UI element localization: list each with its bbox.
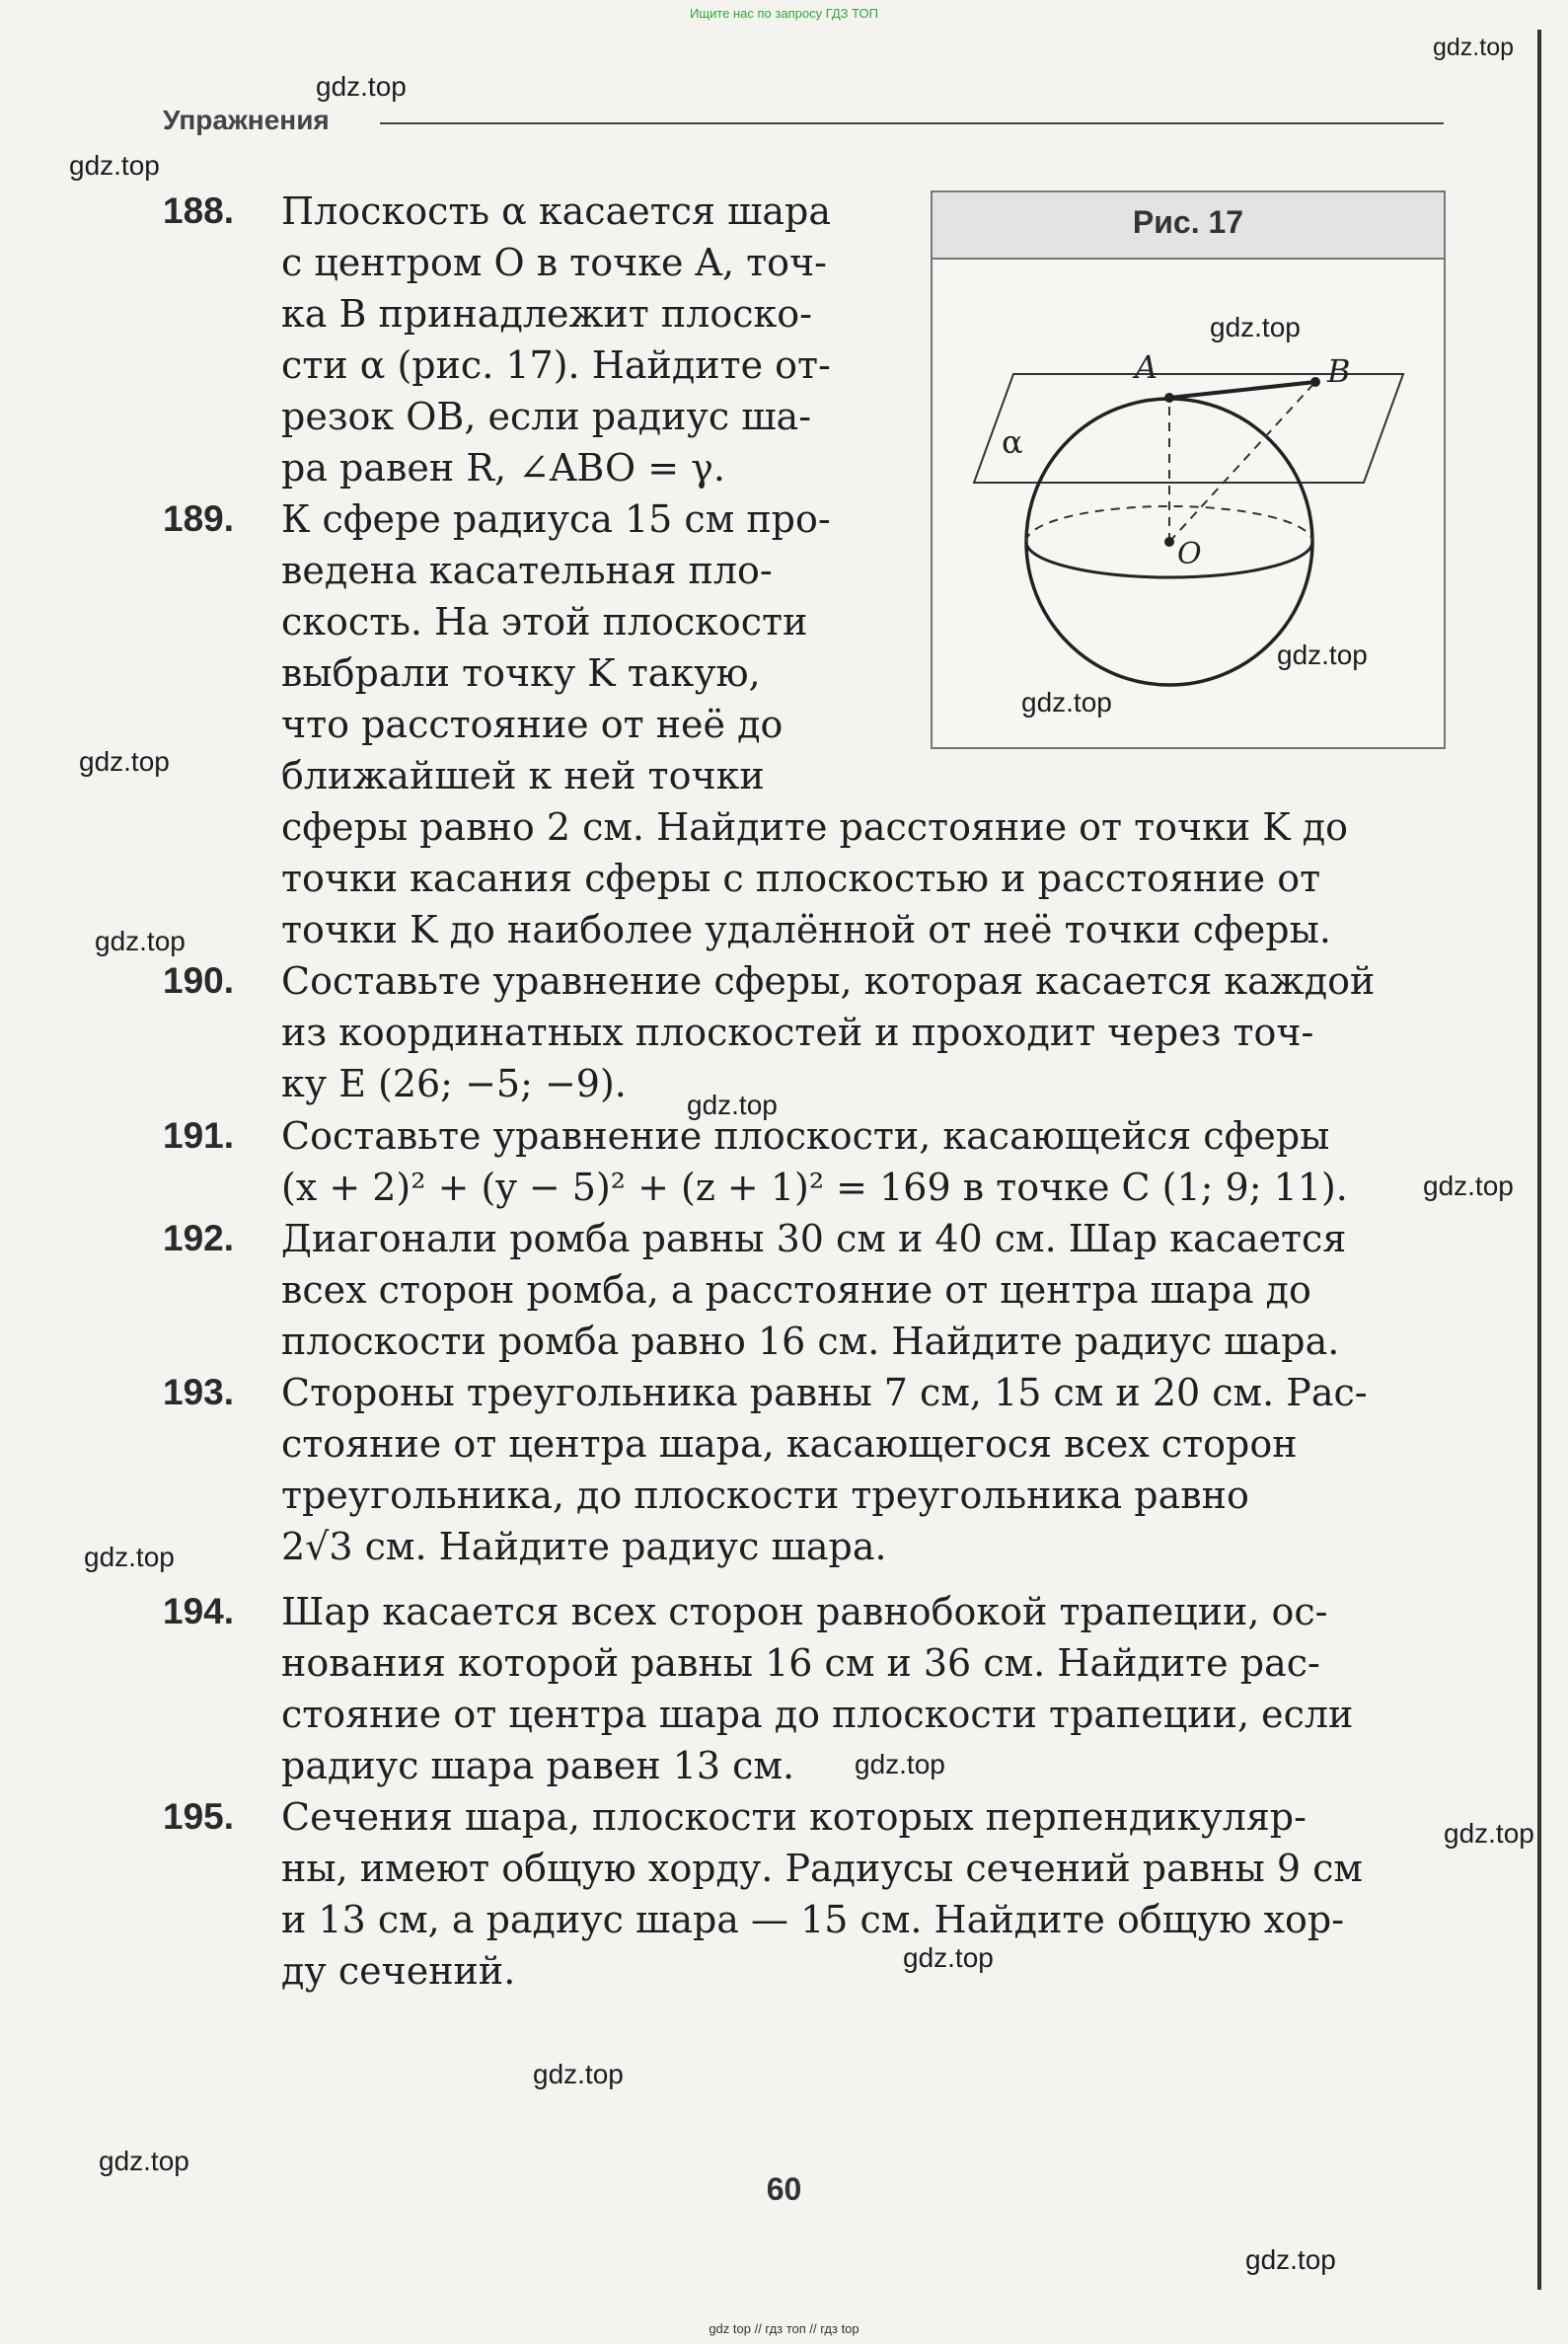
- watermark: gdz.top: [69, 150, 160, 181]
- watermark: gdz.top: [903, 1942, 994, 1973]
- watermark: gdz.top: [79, 746, 170, 777]
- text-line: с центром O в точке A, точ-: [281, 241, 827, 284]
- label-B: B: [1327, 352, 1351, 390]
- text-line: (x + 2)² + (y − 5)² + (z + 1)² = 169 в точке C (1; 9; 11).: [281, 1166, 1348, 1209]
- text-line: Сечения шара, плоскости которых перпендикуляр-: [281, 1795, 1307, 1839]
- section-title: Упражнения: [163, 105, 330, 135]
- text-line: и 13 см, а радиус шара — 15 см. Найдите общую хор-: [281, 1898, 1345, 1941]
- watermark: gdz.top: [1433, 34, 1515, 61]
- exercise-number: 189.: [163, 498, 235, 539]
- text-line: резок OB, если радиус ша-: [281, 395, 812, 438]
- label-alpha: α: [1002, 423, 1023, 461]
- page-number: 60: [766, 2171, 802, 2207]
- text-line: ны, имеют общую хорду. Радиусы сечений равны 9 см: [281, 1847, 1363, 1890]
- exercise-number: 191.: [163, 1115, 235, 1156]
- watermark: gdz.top: [99, 2146, 189, 2176]
- text-line: радиус шара равен 13 см.: [281, 1744, 795, 1787]
- text-line: Плоскость α касается шара: [281, 189, 832, 233]
- exercise-189-continued: [163, 801, 1446, 955]
- page-edge: [1537, 30, 1541, 2290]
- exercise-188: [163, 186, 878, 493]
- watermark: gdz.top: [1210, 312, 1301, 342]
- exercise-189: [163, 493, 878, 801]
- text-line: 2√3 см. Найдите радиус шара.: [281, 1525, 887, 1568]
- watermark: gdz.top: [1245, 2244, 1336, 2275]
- watermark: gdz.top: [1423, 1171, 1514, 1201]
- text-line: К сфере радиуса 15 см про-: [281, 497, 831, 541]
- exercise-193: [163, 1367, 1446, 1572]
- watermark: gdz.top: [1277, 640, 1368, 670]
- point-B: [1310, 377, 1320, 387]
- text-line: Составьте уравнение сферы, которая касается каждой: [281, 959, 1376, 1003]
- text-line: Диагонали ромба равны 30 см и 40 см. Шар касается: [281, 1217, 1347, 1260]
- section-rule: [380, 122, 1444, 124]
- exercise-191: [163, 1110, 1446, 1213]
- text-line: из координатных плоскостей и проходит через точ-: [281, 1011, 1314, 1054]
- text-line: точки K до наиболее удалённой от неё точки сферы.: [281, 908, 1331, 951]
- segment-OB: [1169, 382, 1315, 542]
- sphere-diagram: [933, 260, 1444, 747]
- watermark: gdz.top: [1444, 1818, 1534, 1849]
- text-line: выбрали точку K такую,: [281, 651, 761, 695]
- exercise-number: 192.: [163, 1218, 235, 1258]
- exercise-195: [163, 1791, 1446, 1997]
- watermark: gdz.top: [855, 1749, 945, 1779]
- text-line: ду сечений.: [281, 1949, 516, 1993]
- text-line: треугольника, до плоскости треугольника равно: [281, 1474, 1249, 1517]
- text-line: ка B принадлежит плоско-: [281, 292, 812, 336]
- bottom-banner: gdz top // гдз топ // гдз top: [709, 2321, 859, 2336]
- text-line: плоскости ромба равно 16 см. Найдите радиус шара.: [281, 1320, 1340, 1363]
- text-line: что расстояние от неё до: [281, 703, 784, 746]
- text-line: ра равен R, ∠ABO = γ.: [281, 446, 725, 490]
- text-line: стояние от центра шара, касающегося всех сторон: [281, 1422, 1298, 1466]
- exercise-192: [163, 1213, 1446, 1367]
- plane-alpha: [974, 374, 1403, 483]
- text-line: ку E (26; −5; −9).: [281, 1062, 627, 1105]
- exercise-number: 194.: [163, 1591, 235, 1631]
- figure-header: [933, 192, 1444, 260]
- text-line: нования которой равны 16 см и 36 см. Найдите рас-: [281, 1641, 1320, 1685]
- exercise-number: 188.: [163, 190, 235, 231]
- text-line: сти α (рис. 17). Найдите от-: [281, 343, 831, 387]
- equator-front: [1026, 542, 1312, 577]
- label-O: O: [1177, 537, 1202, 571]
- exercise-number: 193.: [163, 1372, 235, 1412]
- text-line: ближайшей к ней точки: [281, 754, 765, 797]
- text-line: сферы равно 2 см. Найдите расстояние от точки K до: [281, 805, 1349, 849]
- text-line: ведена касательная пло-: [281, 549, 773, 592]
- figure-caption: Рис. 17: [1132, 204, 1244, 240]
- watermark: gdz.top: [316, 71, 407, 102]
- figure-17: [931, 190, 1446, 749]
- watermark: gdz.top: [95, 926, 186, 956]
- point-A: [1164, 393, 1174, 403]
- segment-AB: [1169, 382, 1315, 398]
- text-line: Составьте уравнение плоскости, касающейся сферы: [281, 1114, 1330, 1158]
- text-line: всех сторон ромба, а расстояние от центра шара до: [281, 1268, 1311, 1312]
- watermark: gdz.top: [687, 1090, 778, 1120]
- text-line: скость. На этой плоскости: [281, 600, 808, 643]
- text-line: точки касания сферы с плоскостью и расстояние от: [281, 857, 1321, 900]
- watermark: gdz.top: [1021, 687, 1112, 718]
- exercise-number: 190.: [163, 960, 235, 1001]
- text-line: Шар касается всех сторон равнобокой трапеции, ос-: [281, 1590, 1328, 1633]
- exercise-number: 195.: [163, 1796, 235, 1837]
- top-banner: Ищите нас по запросу ГДЗ ТОП: [690, 6, 878, 21]
- watermark: gdz.top: [84, 1542, 175, 1572]
- point-O: [1164, 537, 1174, 547]
- exercise-190: [163, 955, 1446, 1109]
- exercise-194: [163, 1586, 1446, 1791]
- label-A: A: [1135, 348, 1158, 386]
- watermark: gdz.top: [533, 2059, 624, 2089]
- text-line: Стороны треугольника равны 7 см, 15 см и 20 см. Рас-: [281, 1371, 1368, 1414]
- text-line: стояние от центра шара до плоскости трапеции, если: [281, 1693, 1354, 1736]
